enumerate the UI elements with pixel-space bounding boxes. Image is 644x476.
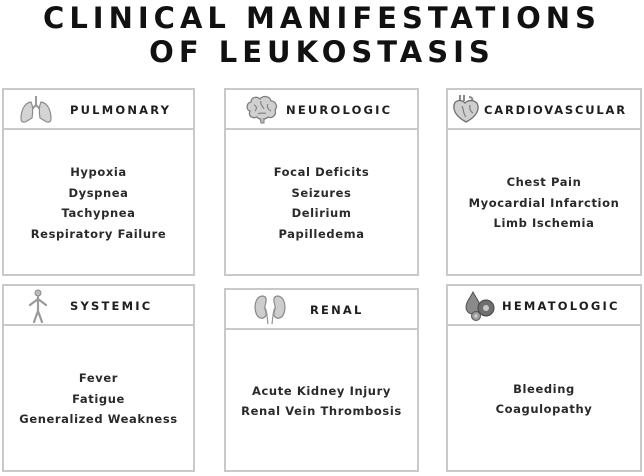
- list-item: Myocardial Infarction: [468, 195, 620, 210]
- card-body: [4, 328, 193, 470]
- list-item: Renal Vein Thrombosis: [241, 404, 402, 418]
- list-item: Delirium: [291, 206, 352, 220]
- list-item: Focal Deficits: [273, 165, 370, 179]
- list-item: Fatigue: [72, 391, 125, 406]
- kidneys-icon: [252, 293, 288, 325]
- list-item: Hypoxia: [70, 165, 127, 179]
- card-header: [226, 290, 417, 330]
- card-body: [448, 132, 640, 274]
- card-title: CARDIOVASCULAR: [484, 103, 627, 117]
- list-item: Generalized Weakness: [19, 412, 178, 427]
- list-item: Dyspnea: [68, 185, 129, 200]
- card-title: SYSTEMIC: [70, 299, 153, 313]
- list-item: Acute Kidney Injury: [252, 383, 391, 398]
- pulmonary-card: [2, 88, 195, 276]
- list-item: Respiratory Failure: [30, 226, 167, 241]
- renal-card: [224, 288, 419, 472]
- brain-icon: [244, 93, 280, 125]
- list-item: Tachypnea: [61, 206, 136, 220]
- card-title: HEMATOLOGIC: [502, 299, 620, 313]
- card-body: [226, 332, 417, 470]
- card-header: [4, 90, 193, 130]
- card-header: [226, 90, 417, 130]
- card-body: [226, 132, 417, 274]
- human-figure-icon: [26, 289, 50, 321]
- list-item: Coagulopathy: [495, 402, 593, 416]
- card-header: [448, 286, 640, 326]
- card-body: [4, 132, 193, 274]
- list-item: Fever: [78, 371, 119, 386]
- cardiovascular-card: [446, 88, 642, 276]
- lungs-icon: [18, 93, 54, 125]
- hematologic-card: [446, 284, 642, 472]
- main-title-line-1: CLINICAL MANIFESTATIONS: [43, 1, 601, 35]
- card-title: PULMONARY: [70, 103, 172, 117]
- list-item: Bleeding: [513, 381, 575, 396]
- blood-cells-icon: [462, 289, 498, 321]
- list-item: Seizures: [291, 185, 352, 200]
- systemic-card: [2, 284, 195, 472]
- list-item: Chest Pain: [506, 175, 582, 190]
- list-item: Limb Ischemia: [493, 216, 595, 231]
- card-title: NEUROLOGIC: [286, 103, 393, 117]
- list-item: Papilledema: [278, 226, 365, 241]
- neurologic-card: [224, 88, 419, 276]
- card-header: [4, 286, 193, 326]
- card-body: [448, 328, 640, 470]
- main-title-line-2: OF LEUKOSTASIS: [149, 35, 495, 69]
- card-header: [448, 90, 640, 130]
- heart-icon: [450, 93, 482, 125]
- card-title: RENAL: [310, 303, 364, 317]
